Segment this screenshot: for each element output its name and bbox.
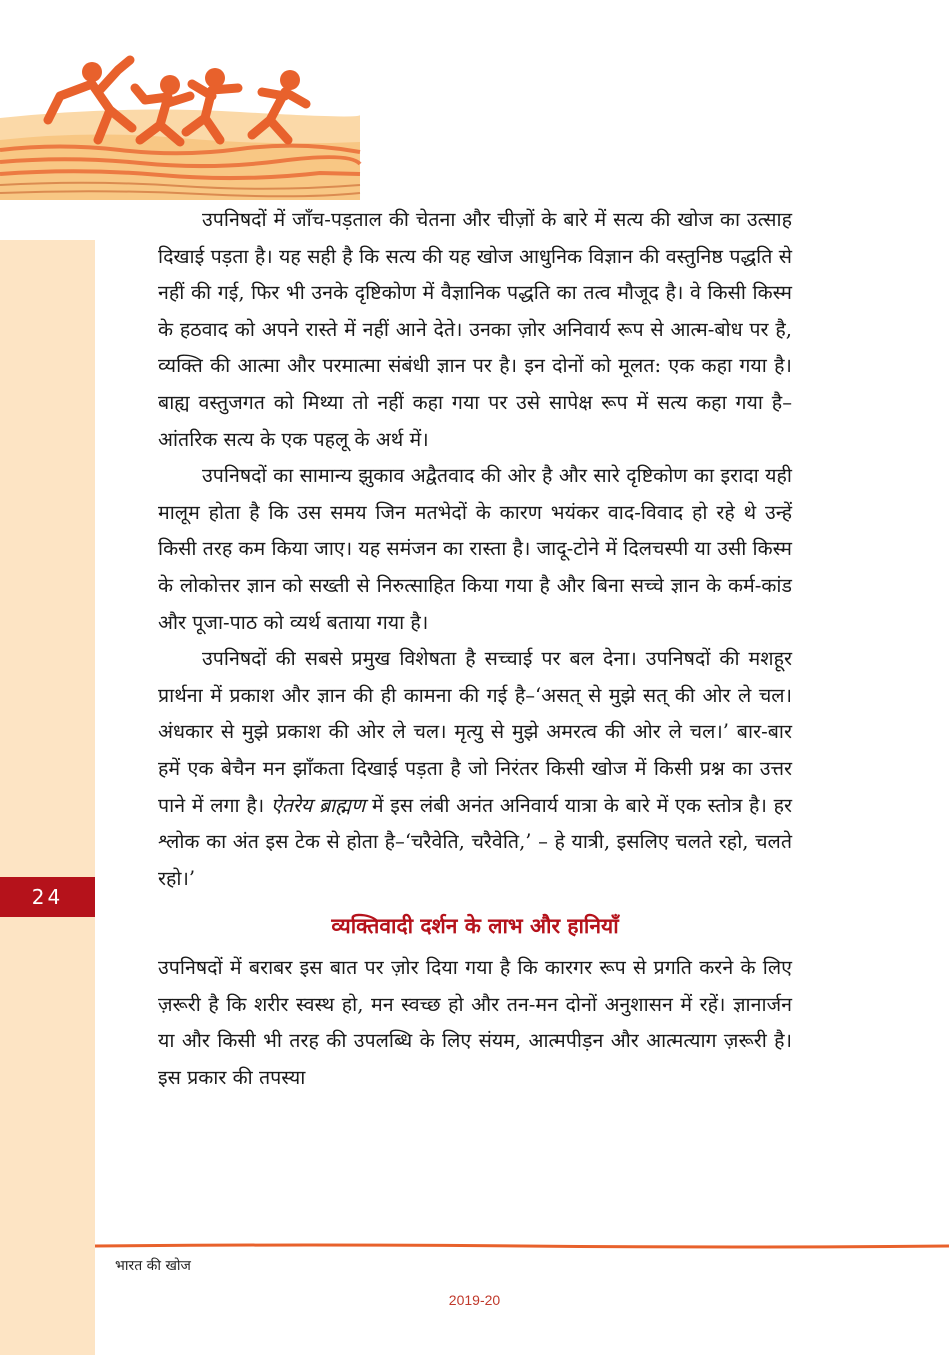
section-paragraph: उपनिषदों में बराबर इस बात पर ज़ोर दिया गया है कि कारगर रूप से प्रगति करने के लिए ज़रूरी है कि शरीर स्वस्थ हो, मन स्वच्छ हो और तन-मन दोनों अनुशासन में रहें। ज्ञानार्जन या और किसी भी तरह की उपलब्धि के लिए संयम, आत्मपीड़न और आत्मत्याग ज़रूरी है। इस प्रकार की तपस्या xyxy=(158,956,792,1090)
header-running-figures-illustration xyxy=(0,0,949,200)
paragraph-3-text-a: उपनिषदों की सबसे प्रमुख विशेषता है सच्चाई पर बल देना। उपनिषदों की मशहूर प्रार्थना में प्रकाश और ज्ञान की ही कामना की गई है–‘असत् से मुझे सत् की ओर ले चल। अंधकार से मुझे प्रकाश की ओर ले चल। मृत्यु से मुझे अमरत्व की ओर ले चल।’ बार-बार हमें एक बेचैन मन झाँकता दिखाई पड़ता है जो निरंतर किसी खोज में किसी प्रश्न का उत्तर पाने में लगा है। xyxy=(158,647,792,817)
footer-rule xyxy=(95,1243,949,1249)
paragraph-3-italic-title: ऐतरेय ब्राह्मण xyxy=(270,793,366,817)
section-heading: व्यक्तिवादी दर्शन के लाभ और हानियाँ xyxy=(331,913,619,939)
paragraph-3-text-b: में इस लंबी अनंत अनिवार्य यात्रा के बारे में एक स्तोत्र है। हर श्लोक का अंत इस टेक से होता है–‘चरैवेति, चरैवेति,’ – हे यात्री, इसलिए चलते रहो, चलते रहो।’ xyxy=(158,793,793,890)
paragraph-3 xyxy=(158,641,792,897)
page-number: 24 xyxy=(31,885,64,909)
paragraph-1: उपनिषदों में जाँच-पड़ताल की चेतना और चीज़ों के बारे में सत्य की खोज का उत्साह दिखाई पड़ता है। यह सही है कि सत्य की यह खोज आधुनिक विज्ञान की वस्तुनिष्ठ पद्धति से नहीं की गई, फिर भी उनके दृष्टिकोण में वैज्ञानिक पद्धति का तत्व मौजूद है। वे किसी किस्म के हठवाद को अपने रास्ते में नहीं आने देते। उनका ज़ोर अनिवार्य रूप से आत्म-बोध पर है, व्यक्ति की आत्मा और परमात्मा संबंधी ज्ञान पर है। इन दोनों को मूलत: एक कहा गया है। बाह्य वस्तुजगत को मिथ्या तो नहीं कहा गया पर उसे सापेक्ष रूप में सत्य कहा गया है–आंतरिक सत्य के एक पहलू के अर्थ में। xyxy=(158,208,792,451)
left-margin-strip xyxy=(0,240,95,1355)
paragraph-2: उपनिषदों का सामान्य झुकाव अद्वैतवाद की ओर है और सारे दृष्टिकोण का इरादा यही मालूम होता है कि उस समय जिन मतभेदों के कारण भयंकर वाद-विवाद हो रहे थे उन्हें किसी तरह कम किया जाए। यह समंजन का रास्ता है। जादू-टोने में दिलचस्पी या उसी किस्म के लोकोत्तर ज्ञान को सख्ती से निरुत्साहित किया गया है और बिना सच्चे ज्ञान के कर्म-कांड और पूजा-पाठ को व्यर्थ बताया गया है। xyxy=(158,464,792,634)
page-number-tab xyxy=(0,877,95,917)
footer-book-title: भारत की खोज xyxy=(115,1258,191,1274)
page-content xyxy=(158,202,792,1097)
footer-year: 2019-20 xyxy=(448,1292,501,1308)
